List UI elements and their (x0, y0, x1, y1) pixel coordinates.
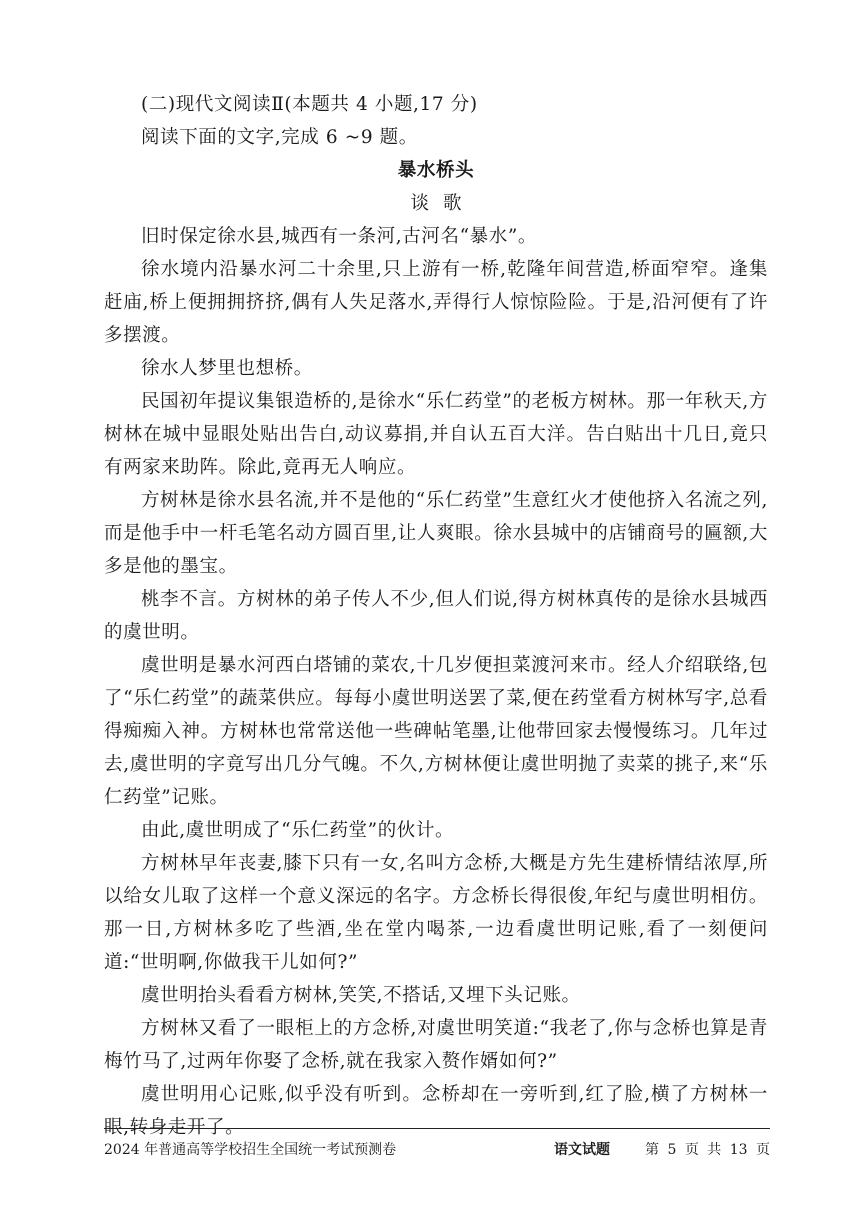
story-title: 暴水桥头 (397, 160, 475, 181)
exam-name: 2024 年普通高等学校招生全国统一考试预测卷 (104, 1142, 397, 1158)
reading-section (104, 88, 768, 1144)
story-paragraph: 民国初年提议集银造桥的,是徐水“乐仁药堂”的老板方树林。那一年秋天,方树林在城中显眼处贴出告白,动议募捐,并自认五百大洋。告白贴出十几日,竟只有两家来助阵。除此,竟再无人响应。 (104, 391, 768, 478)
story-paragraph: 旧时保定徐水县,城西有一条河,古河名“暴水”。 (141, 226, 537, 247)
story-paragraph: 桃李不言。方树林的弟子传人不少,但人们说,得方树林真传的是徐水县城西的虞世明。 (104, 589, 768, 643)
story-paragraph: 徐水境内沿暴水河二十余里,只上游有一桥,乾隆年间营造,桥面窄窄。逢集赶庙,桥上便拥拥挤挤,偶有人失足落水,弄得行人惊惊险险。于是,沿河便有了许多摆渡。 (104, 259, 768, 346)
instruction-text: 阅读下面的文字,完成 6 ~9 题。 (141, 127, 418, 148)
footer-divider (104, 1128, 770, 1129)
story-paragraph: 方树林又看了一眼柜上的方念桥,对虞世明笑道:“我老了,你与念桥也算是青梅竹马了,过两年你娶了念桥,就在我家入赘作婿如何?” (104, 1018, 768, 1072)
story-paragraph: 方树林早年丧妻,膝下只有一女,名叫方念桥,大概是方先生建桥情结浓厚,所以给女儿取了这样一个意义深远的名字。方念桥长得很俊,年纪与虞世明相仿。那一日,方树林多吃了些酒,坐在堂内喝茶,一边看虞世明记账,看了一刻便问道:“世明啊,你做我干儿如何?” (104, 853, 768, 973)
story-paragraph: 方树林是徐水县名流,并不是他的“乐仁药堂”生意红火才使他挤入名流之列,而是他手中一杆毛笔名动方圆百里,让人爽眼。徐水县城中的店铺商号的匾额,大多是他的墨宝。 (104, 490, 768, 577)
section-header: (二)现代文阅读Ⅱ(本题共 4 小题,17 分) (141, 94, 478, 115)
page-footer (104, 1138, 770, 1162)
story-paragraph: 虞世明抬头看看方树林,笑笑,不搭话,又埋下头记账。 (141, 985, 581, 1006)
story-paragraph: 徐水人梦里也想桥。 (141, 358, 313, 379)
story-author: 谈歌 (410, 193, 476, 214)
story-paragraph: 由此,虞世明成了“乐仁药堂”的伙计。 (141, 820, 455, 841)
subject-label: 语文试题 (554, 1142, 610, 1158)
story-paragraph: 虞世明是暴水河西白塔铺的菜农,十几岁便担菜渡河来市。经人介绍联络,包了“乐仁药堂”的蔬菜供应。每每小虞世明送罢了菜,便在药堂看方树林写字,总看得痴痴入神。方树林也常常送他一些碑帖笔墨,让他带回家去慢慢练习。几年过去,虞世明的字竟写出几分气魄。不久,方树林便让虞世明抛了卖菜的挑子,来“乐仁药堂”记账。 (104, 655, 768, 808)
page-number: 第 5 页 共 13 页 (645, 1142, 770, 1158)
story-paragraph: 虞世明用心记账,似乎没有听到。念桥却在一旁听到,红了脸,横了方树林一眼,转身走开了。 (104, 1084, 768, 1138)
